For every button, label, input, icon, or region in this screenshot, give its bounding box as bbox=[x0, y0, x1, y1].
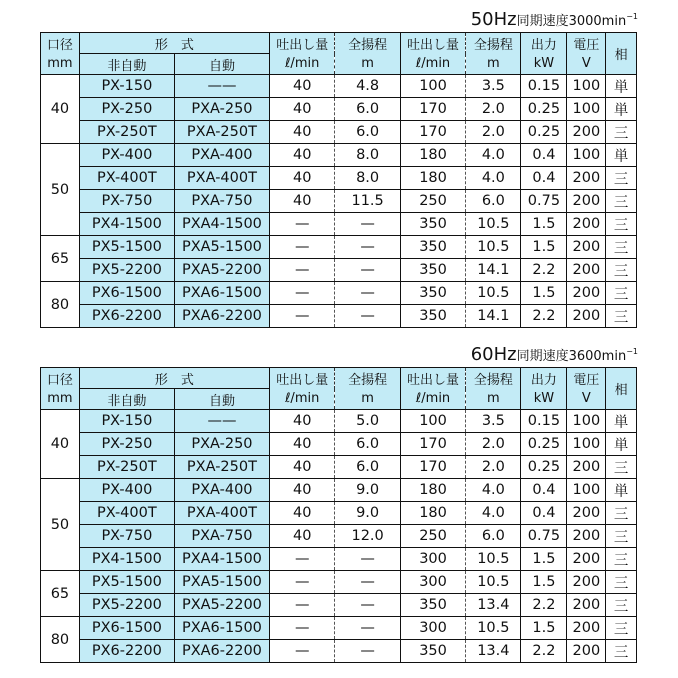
cell-head-2: 3.5 bbox=[466, 75, 521, 98]
cell-flow-2: 170 bbox=[400, 121, 465, 144]
cell-output: 2.2 bbox=[521, 259, 567, 282]
cell-flow: — bbox=[269, 548, 334, 571]
cell-flow: 40 bbox=[269, 75, 334, 98]
cell-model-auto: PXA-250T bbox=[174, 456, 269, 479]
cell-model-manual: PX-400 bbox=[79, 479, 174, 502]
spec-table-50hz bbox=[40, 32, 637, 328]
bore-size: 50 bbox=[41, 144, 80, 236]
header-flow-unit: ℓ/min bbox=[269, 389, 334, 410]
cell-head-2: 2.0 bbox=[466, 433, 521, 456]
cell-flow: — bbox=[269, 571, 334, 594]
header-flow-2-unit: ℓ/min bbox=[400, 54, 465, 75]
table-row bbox=[41, 594, 637, 617]
cell-phase: 三 bbox=[606, 571, 637, 594]
cell-head-2: 10.5 bbox=[466, 571, 521, 594]
cell-model-manual: PX6-2200 bbox=[79, 640, 174, 663]
cell-model-auto: PXA-400 bbox=[174, 479, 269, 502]
cell-phase: 三 bbox=[606, 525, 637, 548]
cell-voltage: 200 bbox=[567, 259, 606, 282]
cell-model-manual: PX-400 bbox=[79, 144, 174, 167]
header-voltage: 電圧 bbox=[567, 33, 606, 54]
cell-output: 0.4 bbox=[521, 144, 567, 167]
cell-flow: — bbox=[269, 282, 334, 305]
cell-phase: 三 bbox=[606, 548, 637, 571]
cell-phase: 三 bbox=[606, 121, 637, 144]
cell-phase: 単 bbox=[606, 98, 637, 121]
header-head-2-unit: m bbox=[466, 389, 521, 410]
cell-phase: 三 bbox=[606, 617, 637, 640]
header-output-unit: kW bbox=[521, 389, 567, 410]
cell-flow-2: 180 bbox=[400, 479, 465, 502]
cell-head-2: 2.0 bbox=[466, 456, 521, 479]
cell-model-auto: —— bbox=[174, 410, 269, 433]
freq-title-60hz bbox=[471, 339, 638, 365]
table-row bbox=[41, 617, 637, 640]
cell-output: 0.15 bbox=[521, 75, 567, 98]
cell-flow: 40 bbox=[269, 167, 334, 190]
header-phase: 相 bbox=[606, 368, 637, 410]
cell-model-manual: PX5-2200 bbox=[79, 594, 174, 617]
cell-model-manual: PX4-1500 bbox=[79, 548, 174, 571]
cell-model-manual: PX-250T bbox=[79, 456, 174, 479]
cell-phase: 三 bbox=[606, 236, 637, 259]
cell-head: 6.0 bbox=[335, 121, 400, 144]
cell-voltage: 100 bbox=[567, 75, 606, 98]
cell-head: — bbox=[335, 305, 400, 328]
cell-flow-2: 170 bbox=[400, 433, 465, 456]
cell-voltage: 100 bbox=[567, 433, 606, 456]
cell-flow-2: 100 bbox=[400, 75, 465, 98]
cell-voltage: 100 bbox=[567, 479, 606, 502]
cell-output: 0.4 bbox=[521, 167, 567, 190]
cell-output: 2.2 bbox=[521, 640, 567, 663]
cell-flow: 40 bbox=[269, 98, 334, 121]
cell-flow: 40 bbox=[269, 502, 334, 525]
cell-output: 1.5 bbox=[521, 213, 567, 236]
cell-head-2: 13.4 bbox=[466, 594, 521, 617]
cell-phase: 三 bbox=[606, 456, 637, 479]
table-row bbox=[41, 456, 637, 479]
cell-head: 9.0 bbox=[335, 479, 400, 502]
header-head: 全揚程 bbox=[335, 368, 400, 389]
cell-model-auto: PXA-250T bbox=[174, 121, 269, 144]
cell-flow-2: 180 bbox=[400, 144, 465, 167]
header-output: 出力 bbox=[521, 368, 567, 389]
header-flow-2: 吐出し量 bbox=[400, 368, 465, 389]
cell-model-auto: PXA-400T bbox=[174, 502, 269, 525]
cell-phase: 三 bbox=[606, 167, 637, 190]
cell-voltage: 200 bbox=[567, 121, 606, 144]
cell-voltage: 200 bbox=[567, 282, 606, 305]
cell-model-manual: PX-750 bbox=[79, 525, 174, 548]
bore-size: 40 bbox=[41, 75, 80, 144]
table-row bbox=[41, 433, 637, 456]
header-head-unit: m bbox=[335, 389, 400, 410]
cell-flow: 40 bbox=[269, 121, 334, 144]
header-flow-2: 吐出し量 bbox=[400, 33, 465, 54]
cell-head: — bbox=[335, 259, 400, 282]
cell-model-auto: PXA6-1500 bbox=[174, 282, 269, 305]
header-head-unit: m bbox=[335, 54, 400, 75]
cell-flow-2: 180 bbox=[400, 167, 465, 190]
cell-head-2: 4.0 bbox=[466, 502, 521, 525]
cell-model-manual: PX-250T bbox=[79, 121, 174, 144]
header-voltage-unit: V bbox=[567, 389, 606, 410]
cell-flow: 40 bbox=[269, 144, 334, 167]
cell-phase: 単 bbox=[606, 144, 637, 167]
cell-model-auto: PXA-400T bbox=[174, 167, 269, 190]
cell-voltage: 200 bbox=[567, 640, 606, 663]
cell-model-auto: PXA5-2200 bbox=[174, 594, 269, 617]
cell-phase: 単 bbox=[606, 410, 637, 433]
table-row bbox=[41, 75, 637, 98]
cell-flow-2: 250 bbox=[400, 190, 465, 213]
bore-size: 80 bbox=[41, 282, 80, 328]
cell-phase: 三 bbox=[606, 502, 637, 525]
cell-model-auto: PXA5-1500 bbox=[174, 571, 269, 594]
cell-voltage: 100 bbox=[567, 144, 606, 167]
cell-flow-2: 300 bbox=[400, 548, 465, 571]
header-flow: 吐出し量 bbox=[269, 33, 334, 54]
cell-head: — bbox=[335, 213, 400, 236]
cell-head-2: 10.5 bbox=[466, 236, 521, 259]
bore-size: 65 bbox=[41, 571, 80, 617]
cell-output: 1.5 bbox=[521, 571, 567, 594]
table-row bbox=[41, 410, 637, 433]
table-row bbox=[41, 121, 637, 144]
cell-head-2: 6.0 bbox=[466, 190, 521, 213]
cell-head: — bbox=[335, 236, 400, 259]
cell-phase: 三 bbox=[606, 305, 637, 328]
header-model-manual: 非自動 bbox=[79, 389, 174, 410]
cell-head: 5.0 bbox=[335, 410, 400, 433]
freq-title-50hz bbox=[471, 4, 638, 30]
header-voltage: 電圧 bbox=[567, 368, 606, 389]
cell-head-2: 10.5 bbox=[466, 213, 521, 236]
cell-flow-2: 350 bbox=[400, 640, 465, 663]
header-voltage-unit: V bbox=[567, 54, 606, 75]
cell-head: — bbox=[335, 640, 400, 663]
cell-flow-2: 350 bbox=[400, 594, 465, 617]
cell-output: 0.75 bbox=[521, 190, 567, 213]
cell-flow-2: 250 bbox=[400, 525, 465, 548]
cell-head-2: 14.1 bbox=[466, 259, 521, 282]
cell-voltage: 200 bbox=[567, 594, 606, 617]
cell-output: 0.15 bbox=[521, 410, 567, 433]
cell-head-2: 2.0 bbox=[466, 98, 521, 121]
cell-model-auto: PXA-250 bbox=[174, 98, 269, 121]
cell-head: — bbox=[335, 282, 400, 305]
cell-model-auto: PXA6-1500 bbox=[174, 617, 269, 640]
cell-flow: — bbox=[269, 213, 334, 236]
cell-output: 0.25 bbox=[521, 433, 567, 456]
cell-model-manual: PX-250 bbox=[79, 433, 174, 456]
speed-exponent: −1 bbox=[626, 347, 638, 356]
header-flow-unit: ℓ/min bbox=[269, 54, 334, 75]
cell-model-auto: PXA6-2200 bbox=[174, 640, 269, 663]
cell-voltage: 100 bbox=[567, 410, 606, 433]
cell-flow-2: 350 bbox=[400, 305, 465, 328]
header-output-unit: kW bbox=[521, 54, 567, 75]
table-row bbox=[41, 305, 637, 328]
cell-voltage: 200 bbox=[567, 190, 606, 213]
cell-output: 2.2 bbox=[521, 305, 567, 328]
cell-flow-2: 350 bbox=[400, 213, 465, 236]
cell-flow-2: 170 bbox=[400, 456, 465, 479]
cell-model-auto: PXA-400 bbox=[174, 144, 269, 167]
header-model: 形 式 bbox=[79, 368, 269, 389]
speed-label: 同期速度3600min bbox=[516, 349, 627, 364]
cell-head-2: 2.0 bbox=[466, 121, 521, 144]
header-model-manual: 非自動 bbox=[79, 54, 174, 75]
cell-head: 4.8 bbox=[335, 75, 400, 98]
cell-flow-2: 300 bbox=[400, 571, 465, 594]
cell-phase: 単 bbox=[606, 479, 637, 502]
cell-flow-2: 350 bbox=[400, 259, 465, 282]
cell-head: — bbox=[335, 571, 400, 594]
cell-phase: 三 bbox=[606, 213, 637, 236]
cell-model-manual: PX6-1500 bbox=[79, 617, 174, 640]
bore-size: 40 bbox=[41, 410, 80, 479]
cell-voltage: 200 bbox=[567, 167, 606, 190]
cell-flow: 40 bbox=[269, 525, 334, 548]
header-flow: 吐出し量 bbox=[269, 368, 334, 389]
cell-model-manual: PX5-1500 bbox=[79, 236, 174, 259]
cell-voltage: 200 bbox=[567, 571, 606, 594]
cell-head: 9.0 bbox=[335, 502, 400, 525]
table-row bbox=[41, 502, 637, 525]
cell-flow: 40 bbox=[269, 456, 334, 479]
header-bore-unit: mm bbox=[41, 54, 80, 75]
cell-model-auto: PXA5-1500 bbox=[174, 236, 269, 259]
cell-phase: 三 bbox=[606, 282, 637, 305]
cell-head: — bbox=[335, 617, 400, 640]
cell-voltage: 100 bbox=[567, 98, 606, 121]
cell-output: 2.2 bbox=[521, 594, 567, 617]
table-row bbox=[41, 213, 637, 236]
table-row bbox=[41, 236, 637, 259]
cell-flow: — bbox=[269, 594, 334, 617]
header-head-2-unit: m bbox=[466, 54, 521, 75]
table-row bbox=[41, 259, 637, 282]
cell-model-manual: PX-150 bbox=[79, 75, 174, 98]
table-row bbox=[41, 98, 637, 121]
header-phase: 相 bbox=[606, 33, 637, 75]
cell-output: 1.5 bbox=[521, 282, 567, 305]
table-row bbox=[41, 144, 637, 167]
cell-head-2: 3.5 bbox=[466, 410, 521, 433]
cell-head: — bbox=[335, 548, 400, 571]
cell-model-auto: PXA-750 bbox=[174, 525, 269, 548]
cell-voltage: 200 bbox=[567, 456, 606, 479]
hz-label: 60Hz bbox=[470, 344, 517, 365]
cell-model-auto: —— bbox=[174, 75, 269, 98]
cell-model-auto: PXA5-2200 bbox=[174, 259, 269, 282]
hz-label: 50Hz bbox=[470, 9, 517, 30]
cell-phase: 三 bbox=[606, 594, 637, 617]
table-row bbox=[41, 525, 637, 548]
header-output: 出力 bbox=[521, 33, 567, 54]
cell-head: 11.5 bbox=[335, 190, 400, 213]
table-row bbox=[41, 190, 637, 213]
cell-flow: — bbox=[269, 236, 334, 259]
cell-flow: — bbox=[269, 617, 334, 640]
cell-model-auto: PXA6-2200 bbox=[174, 305, 269, 328]
cell-head-2: 10.5 bbox=[466, 617, 521, 640]
cell-model-manual: PX4-1500 bbox=[79, 213, 174, 236]
cell-flow: — bbox=[269, 305, 334, 328]
cell-output: 0.4 bbox=[521, 479, 567, 502]
bore-size: 65 bbox=[41, 236, 80, 282]
cell-model-manual: PX-400T bbox=[79, 502, 174, 525]
header-head-2: 全揚程 bbox=[466, 368, 521, 389]
table-row bbox=[41, 479, 637, 502]
cell-flow: 40 bbox=[269, 410, 334, 433]
header-model-auto: 自動 bbox=[174, 389, 269, 410]
cell-flow-2: 350 bbox=[400, 236, 465, 259]
cell-flow-2: 170 bbox=[400, 98, 465, 121]
cell-head-2: 10.5 bbox=[466, 548, 521, 571]
cell-output: 0.25 bbox=[521, 456, 567, 479]
cell-output: 0.25 bbox=[521, 121, 567, 144]
cell-head: 8.0 bbox=[335, 144, 400, 167]
cell-model-auto: PXA4-1500 bbox=[174, 548, 269, 571]
cell-model-manual: PX5-1500 bbox=[79, 571, 174, 594]
cell-model-manual: PX5-2200 bbox=[79, 259, 174, 282]
bore-size: 50 bbox=[41, 479, 80, 571]
cell-phase: 三 bbox=[606, 190, 637, 213]
cell-flow: — bbox=[269, 259, 334, 282]
cell-voltage: 200 bbox=[567, 213, 606, 236]
cell-model-auto: PXA-750 bbox=[174, 190, 269, 213]
cell-voltage: 200 bbox=[567, 548, 606, 571]
speed-label: 同期速度3000min bbox=[516, 14, 627, 29]
header-bore: 口径 bbox=[41, 33, 80, 54]
cell-model-manual: PX-750 bbox=[79, 190, 174, 213]
cell-model-manual: PX-250 bbox=[79, 98, 174, 121]
header-model: 形 式 bbox=[79, 33, 269, 54]
cell-model-manual: PX6-1500 bbox=[79, 282, 174, 305]
cell-head-2: 4.0 bbox=[466, 167, 521, 190]
cell-head-2: 4.0 bbox=[466, 144, 521, 167]
cell-flow-2: 100 bbox=[400, 410, 465, 433]
table-row bbox=[41, 548, 637, 571]
header-bore: 口径 bbox=[41, 368, 80, 389]
cell-voltage: 200 bbox=[567, 236, 606, 259]
cell-head: 12.0 bbox=[335, 525, 400, 548]
cell-flow-2: 180 bbox=[400, 502, 465, 525]
cell-model-auto: PXA-250 bbox=[174, 433, 269, 456]
table-row bbox=[41, 282, 637, 305]
cell-phase: 三 bbox=[606, 640, 637, 663]
header-bore-unit: mm bbox=[41, 389, 80, 410]
cell-voltage: 200 bbox=[567, 617, 606, 640]
cell-head-2: 14.1 bbox=[466, 305, 521, 328]
cell-voltage: 200 bbox=[567, 305, 606, 328]
cell-flow-2: 300 bbox=[400, 617, 465, 640]
table-row bbox=[41, 167, 637, 190]
cell-flow: 40 bbox=[269, 433, 334, 456]
cell-output: 1.5 bbox=[521, 548, 567, 571]
cell-head: 6.0 bbox=[335, 98, 400, 121]
cell-flow: 40 bbox=[269, 479, 334, 502]
header-head-2: 全揚程 bbox=[466, 33, 521, 54]
cell-phase: 単 bbox=[606, 433, 637, 456]
cell-head: 6.0 bbox=[335, 433, 400, 456]
cell-output: 1.5 bbox=[521, 236, 567, 259]
cell-phase: 単 bbox=[606, 75, 637, 98]
cell-voltage: 200 bbox=[567, 525, 606, 548]
cell-head-2: 4.0 bbox=[466, 479, 521, 502]
header-model-auto: 自動 bbox=[174, 54, 269, 75]
cell-model-manual: PX6-2200 bbox=[79, 305, 174, 328]
table-row bbox=[41, 640, 637, 663]
cell-output: 0.4 bbox=[521, 502, 567, 525]
cell-output: 0.25 bbox=[521, 98, 567, 121]
table-row bbox=[41, 571, 637, 594]
cell-head: — bbox=[335, 594, 400, 617]
cell-head-2: 10.5 bbox=[466, 282, 521, 305]
cell-head: 8.0 bbox=[335, 167, 400, 190]
cell-head-2: 13.4 bbox=[466, 640, 521, 663]
cell-output: 1.5 bbox=[521, 617, 567, 640]
cell-head-2: 6.0 bbox=[466, 525, 521, 548]
cell-output: 0.75 bbox=[521, 525, 567, 548]
cell-flow: — bbox=[269, 640, 334, 663]
bore-size: 80 bbox=[41, 617, 80, 663]
header-flow-2-unit: ℓ/min bbox=[400, 389, 465, 410]
header-head: 全揚程 bbox=[335, 33, 400, 54]
speed-exponent: −1 bbox=[626, 12, 638, 21]
spec-table-60hz bbox=[40, 367, 637, 663]
cell-flow: 40 bbox=[269, 190, 334, 213]
cell-model-manual: PX-400T bbox=[79, 167, 174, 190]
cell-flow-2: 350 bbox=[400, 282, 465, 305]
cell-phase: 三 bbox=[606, 259, 637, 282]
cell-model-manual: PX-150 bbox=[79, 410, 174, 433]
cell-head: 6.0 bbox=[335, 456, 400, 479]
cell-voltage: 200 bbox=[567, 502, 606, 525]
cell-model-auto: PXA4-1500 bbox=[174, 213, 269, 236]
